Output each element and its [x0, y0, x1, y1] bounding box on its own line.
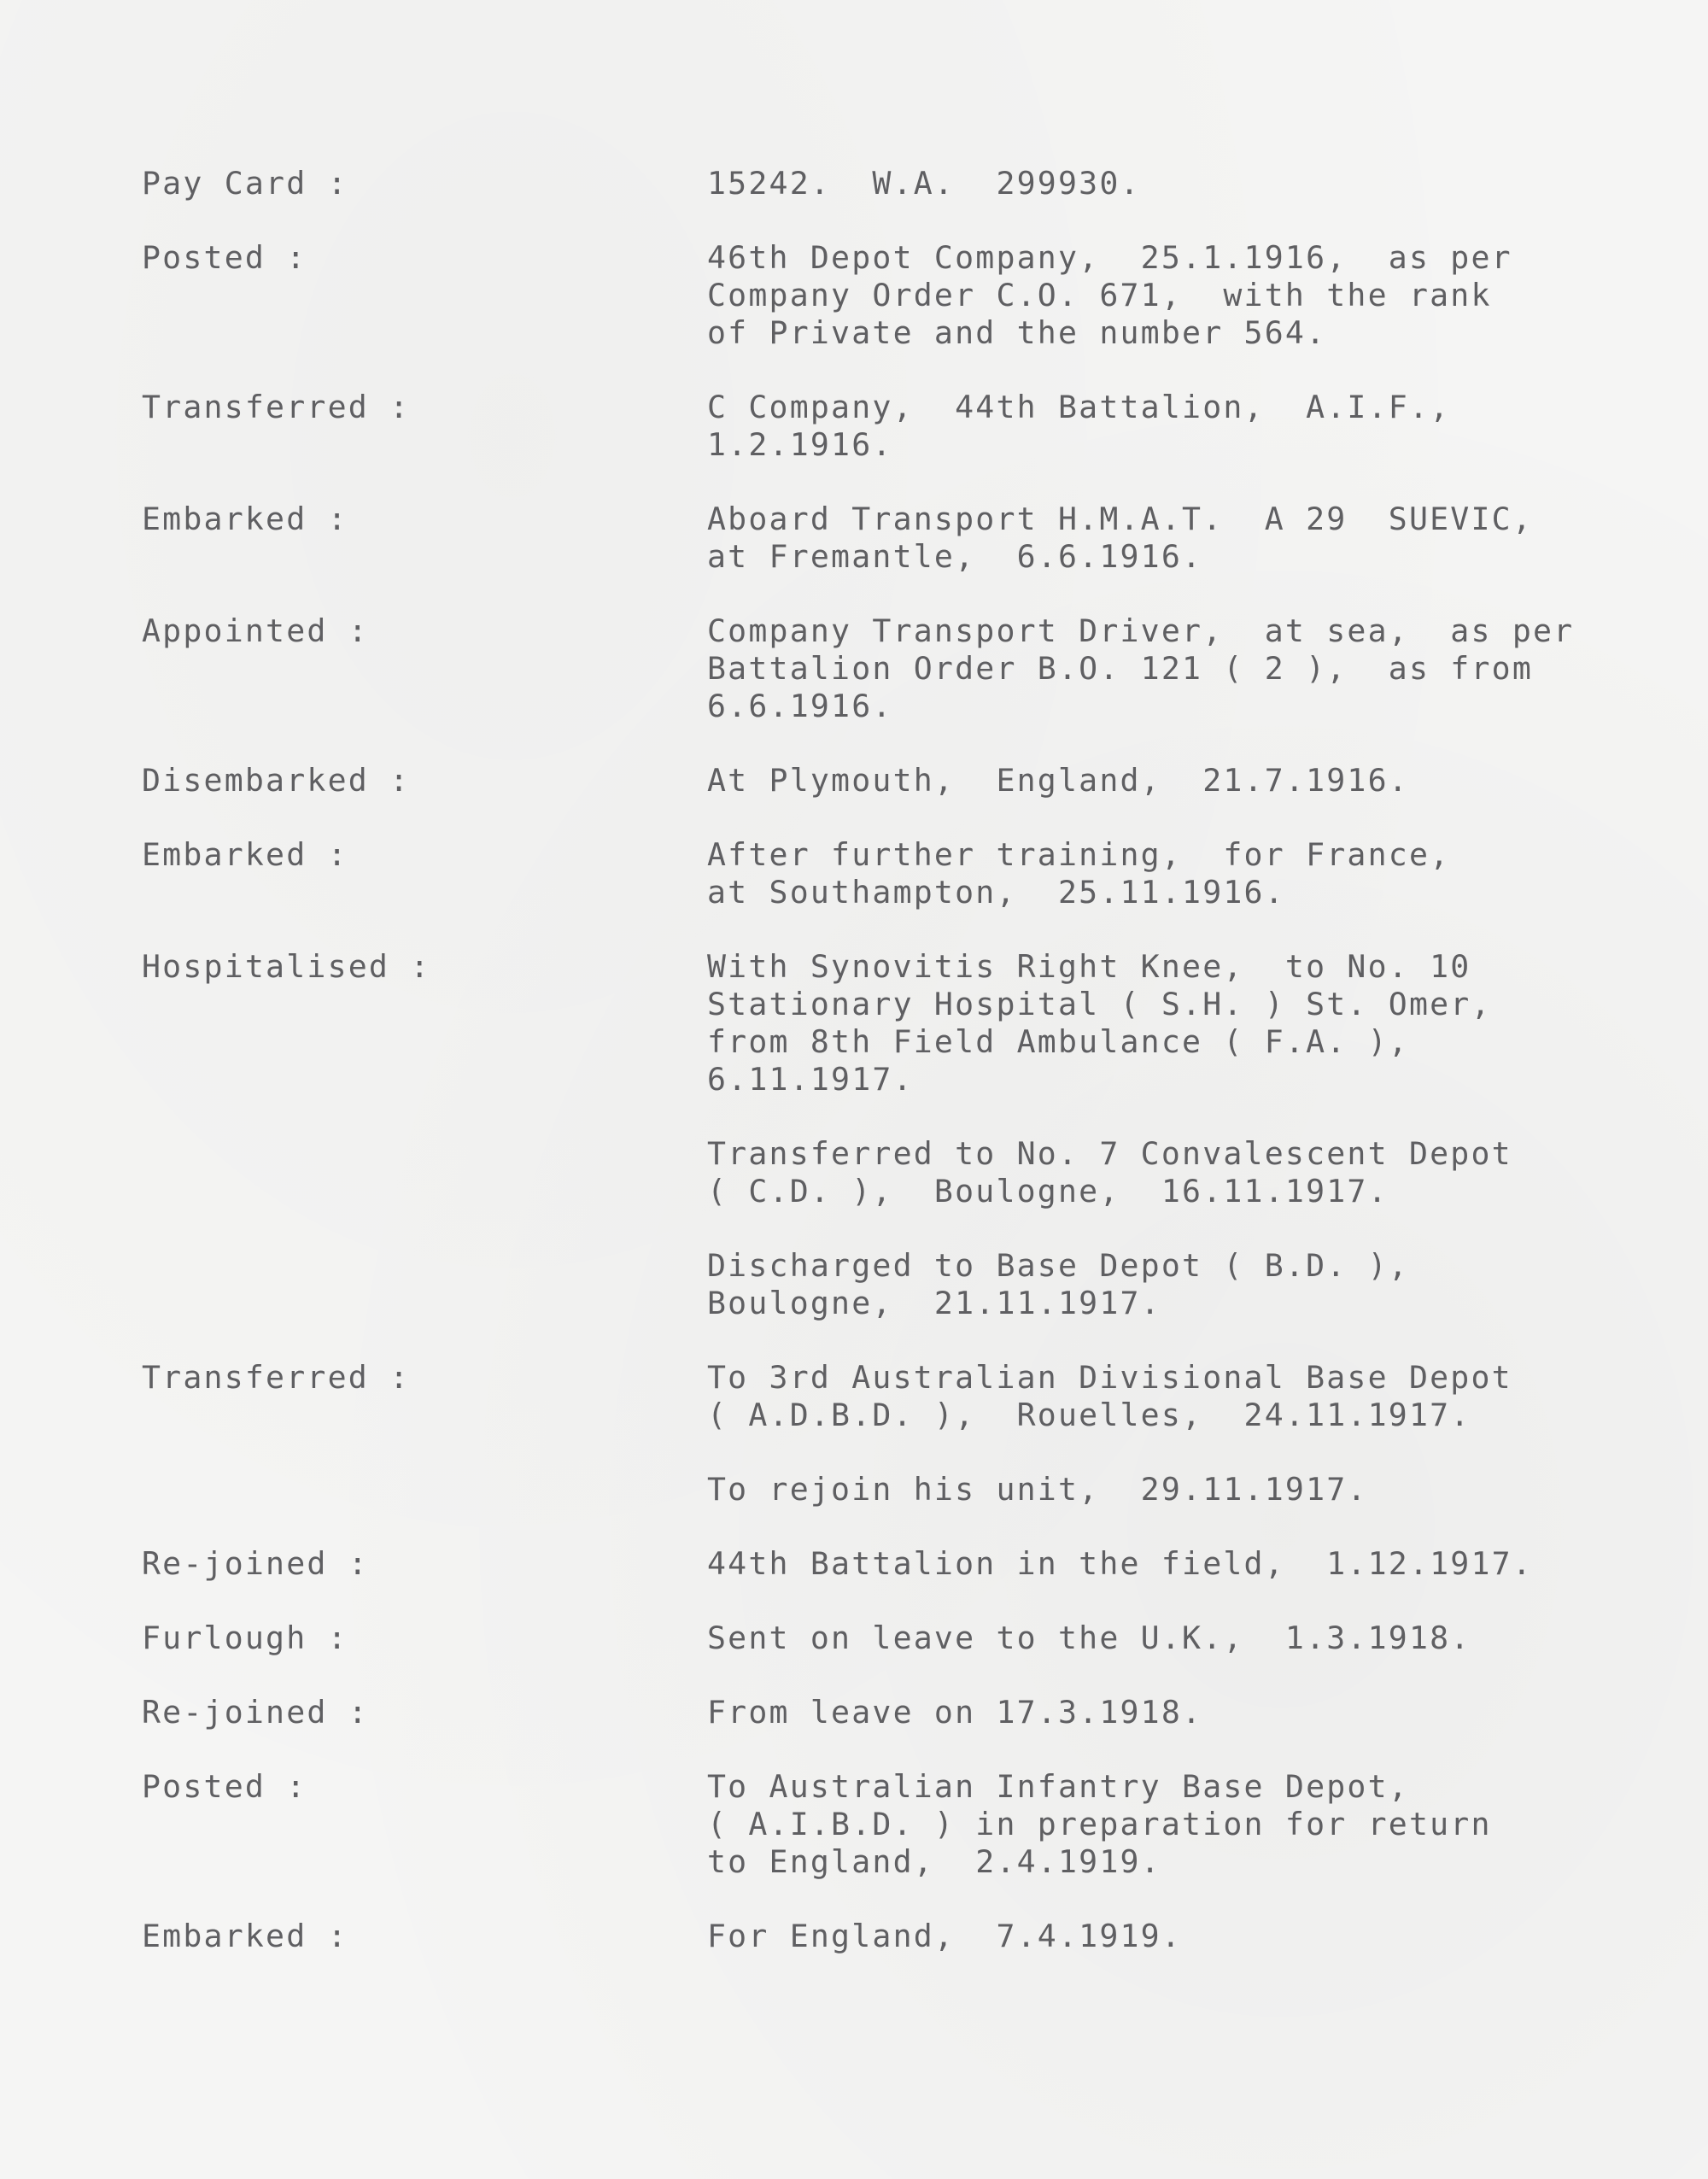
record-entry: [0, 1694, 1708, 1731]
entry-detail-line: Company Order C.O. 671, with the rank: [707, 277, 1492, 313]
entry-detail-line: ( C.D. ), Boulogne, 16.11.1917.: [707, 1173, 1389, 1210]
entry-detail-line: To Australian Infantry Base Depot,: [707, 1768, 1409, 1805]
entry-detail-line: ( A.D.B.D. ), Rouelles, 24.11.1917.: [707, 1397, 1471, 1433]
entry-details: [707, 948, 1708, 1098]
entry-details: [707, 1471, 1708, 1508]
entry-details: [707, 1768, 1708, 1881]
record-entry: [0, 165, 1708, 202]
record-entry: [0, 1918, 1708, 1955]
entry-detail-line: To rejoin his unit, 29.11.1917.: [707, 1471, 1368, 1508]
entry-details: [707, 1694, 1708, 1731]
record-entry: [0, 501, 1708, 576]
entry-detail-line: Boulogne, 21.11.1917.: [707, 1285, 1161, 1321]
entry-detail-line: 44th Battalion in the field, 1.12.1917.: [707, 1545, 1533, 1582]
entry-detail-line: 15242. W.A. 299930.: [707, 165, 1141, 202]
entry-details: [707, 1918, 1708, 1955]
entry-details: [707, 762, 1708, 800]
entry-label: Posted :: [142, 1768, 307, 1805]
entry-detail-line: of Private and the number 564.: [707, 314, 1327, 351]
record-entry: [0, 1359, 1708, 1434]
entry-detail-line: After further training, for France,: [707, 836, 1451, 873]
service-record: [0, 165, 1708, 1992]
record-entry: [0, 1471, 1708, 1508]
entry-label: Hospitalised :: [142, 948, 431, 985]
entry-details: [707, 1620, 1708, 1657]
entry-label: Transferred :: [142, 1359, 411, 1396]
entry-label: Re-joined :: [142, 1545, 369, 1582]
entry-label: Embarked :: [142, 501, 348, 537]
entry-detail-line: Aboard Transport H.M.A.T. A 29 SUEVIC,: [707, 501, 1533, 537]
entry-detail-line: from 8th Field Ambulance ( F.A. ),: [707, 1023, 1409, 1060]
entry-details: [707, 1545, 1708, 1583]
entry-detail-line: With Synovitis Right Knee, to No. 10: [707, 948, 1471, 985]
record-entry: [0, 1768, 1708, 1881]
entry-details: [707, 1247, 1708, 1322]
record-entry: [0, 239, 1708, 352]
entry-detail-line: 1.2.1916.: [707, 426, 893, 463]
entry-details: [707, 1135, 1708, 1210]
record-entry: [0, 1620, 1708, 1657]
entry-detail-line: to England, 2.4.1919.: [707, 1843, 1161, 1880]
entry-detail-line: 6.11.1917.: [707, 1061, 914, 1098]
entry-detail-line: ( A.I.B.D. ) in preparation for return: [707, 1806, 1492, 1842]
entry-details: [707, 389, 1708, 464]
record-entry: [0, 612, 1708, 725]
entry-label: Posted :: [142, 239, 307, 276]
entry-details: [707, 836, 1708, 911]
entry-details: [707, 501, 1708, 576]
entry-detail-line: Stationary Hospital ( S.H. ) St. Omer,: [707, 986, 1492, 1022]
record-entry: [0, 948, 1708, 1098]
entry-detail-line: Company Transport Driver, at sea, as per: [707, 612, 1575, 649]
entry-label: Appointed :: [142, 612, 369, 649]
entry-label: Embarked :: [142, 836, 348, 873]
entry-detail-line: Battalion Order B.O. 121 ( 2 ), as from: [707, 650, 1533, 687]
entry-label: Furlough :: [142, 1620, 348, 1656]
entry-detail-line: 46th Depot Company, 25.1.1916, as per: [707, 239, 1512, 276]
record-entry: [0, 762, 1708, 800]
entry-detail-line: C Company, 44th Battalion, A.I.F.,: [707, 389, 1451, 425]
entry-label: Re-joined :: [142, 1694, 369, 1731]
entry-detail-line: From leave on 17.3.1918.: [707, 1694, 1203, 1731]
entry-detail-line: For England, 7.4.1919.: [707, 1918, 1183, 1954]
entry-detail-line: 6.6.1916.: [707, 688, 893, 724]
entry-detail-line: At Plymouth, England, 21.7.1916.: [707, 762, 1409, 799]
record-entry: [0, 1135, 1708, 1210]
entry-label: Embarked :: [142, 1918, 348, 1954]
record-entry: [0, 389, 1708, 464]
record-entry: [0, 1545, 1708, 1583]
entry-details: [707, 1359, 1708, 1434]
entry-detail-line: Transferred to No. 7 Convalescent Depot: [707, 1135, 1512, 1172]
record-entry: [0, 1247, 1708, 1322]
entry-details: [707, 239, 1708, 352]
entry-detail-line: To 3rd Australian Divisional Base Depot: [707, 1359, 1512, 1396]
entry-label: Pay Card :: [142, 165, 348, 202]
record-entry: [0, 836, 1708, 911]
entry-detail-line: Sent on leave to the U.K., 1.3.1918.: [707, 1620, 1471, 1656]
entry-label: Transferred :: [142, 389, 411, 425]
entry-detail-line: at Fremantle, 6.6.1916.: [707, 538, 1203, 575]
entry-label: Disembarked :: [142, 762, 411, 799]
entry-detail-line: at Southampton, 25.11.1916.: [707, 874, 1285, 911]
entry-details: [707, 165, 1708, 202]
entry-details: [707, 612, 1708, 725]
entry-detail-line: Discharged to Base Depot ( B.D. ),: [707, 1247, 1409, 1284]
